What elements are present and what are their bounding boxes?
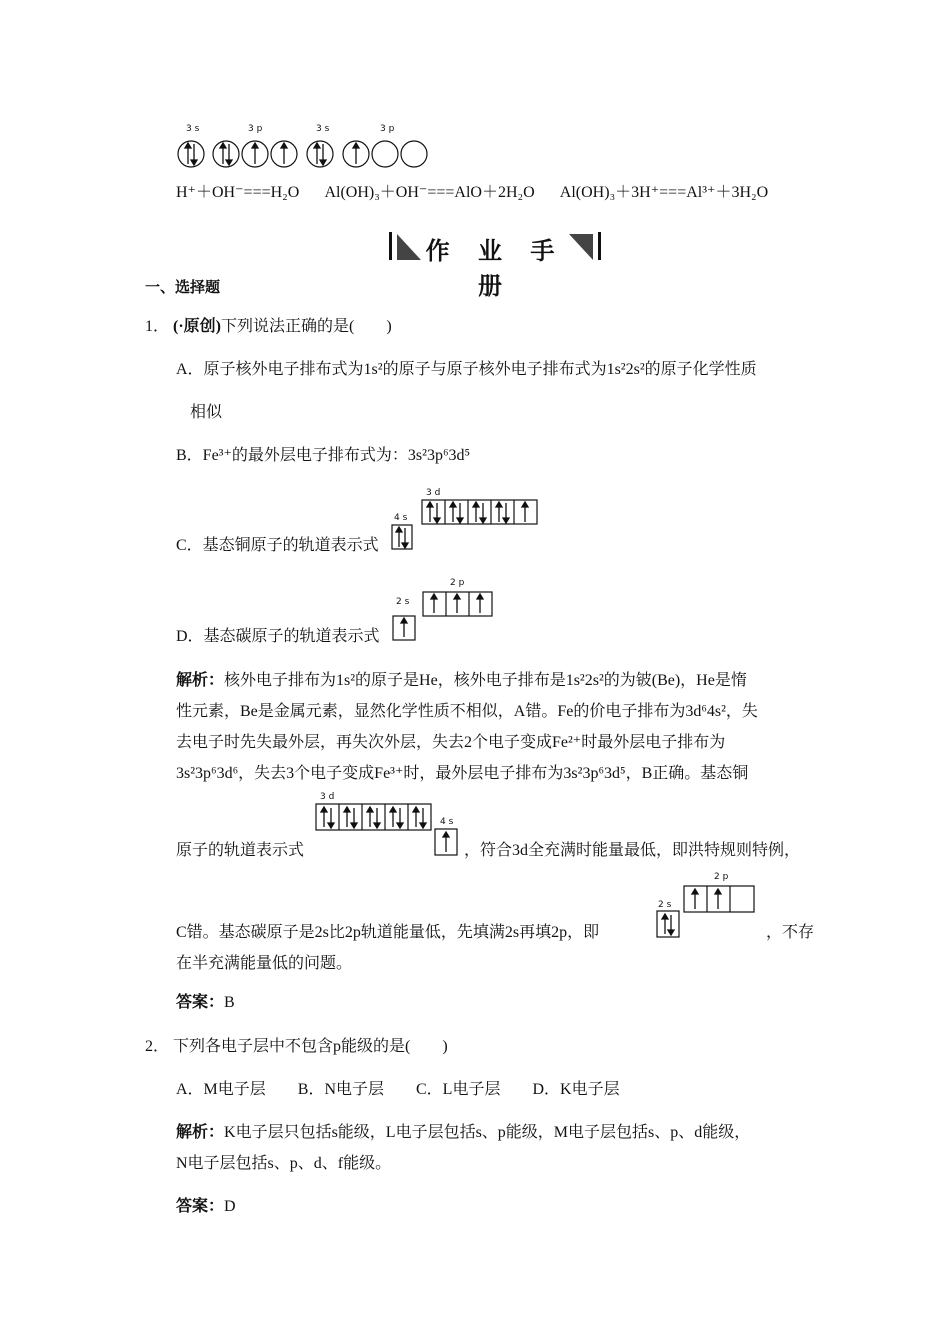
orbital-label: 2 p — [714, 872, 729, 882]
option-c: C．基态铜原子的轨道表示式 — [176, 537, 379, 554]
top-orbital-diagram — [176, 124, 436, 170]
orbital-label: 2 s — [658, 900, 672, 910]
orbital-label: 3 s — [186, 124, 200, 134]
question-text: 下列各电子层中不包含p能级的是( ) — [173, 1038, 448, 1055]
orbital-label: 4 s — [440, 817, 454, 827]
question-text: 下列说法正确的是( ) — [221, 318, 392, 335]
orbital-label: 2 p — [450, 578, 465, 588]
analysis-text: 在半充满能量低的问题。 — [176, 955, 353, 972]
cu-orbital-diagram — [390, 488, 540, 550]
orbital-label: 3 s — [316, 124, 330, 134]
orbital-label: 3 d — [426, 488, 441, 498]
orbital-label: 2 s — [396, 597, 410, 607]
analysis-text: 去电子时先失最外层，再失次外层，失去2个电子变成Fe²⁺时最外层电子排布为 — [176, 734, 726, 751]
analysis-text: 性元素，Be是金属元素，显然化学性质不相似，A错。Fe的价电子排布为3d⁶4s²，失 — [176, 703, 758, 720]
question-2-options: A．M电子层 B．N电子层 C．L电子层 D．K电子层 — [176, 1081, 620, 1098]
section-title: 作 业 手 册 — [425, 237, 565, 300]
c-orbital-diagram-2 — [652, 872, 762, 938]
orbital-label: 4 s — [394, 513, 408, 523]
orbital-label: 3 p — [380, 124, 395, 134]
answer-value: D — [224, 1198, 236, 1215]
orbital-label: 3 d — [320, 792, 335, 802]
analysis-text: N电子层包括s、p、d、f能级。 — [176, 1155, 392, 1172]
analysis-label: 解析： — [176, 1124, 225, 1141]
analysis-block — [176, 1117, 816, 1179]
orbital-boxes — [390, 578, 500, 642]
equation: Al(OH)₃＋OH⁻===AlO＋2H₂O — [324, 184, 535, 201]
analysis-text: K电子层只包括s能级，L电子层包括s、p能级，M电子层包括s、p、d能级， — [224, 1124, 751, 1141]
question-source: (·原创) — [173, 318, 222, 335]
answer-line — [176, 1196, 236, 1218]
option-b: B．Fe³⁺的最外层电子排布式为：3s²3p⁶3d⁵ — [176, 447, 471, 464]
section-heading: 一、选择题 — [145, 278, 221, 296]
option-a-cont: 相似 — [190, 404, 223, 421]
question-number: 2． — [145, 1038, 170, 1055]
analysis-text: ，符合3d全充满时能量最低，即洪特规则特例， — [464, 842, 801, 859]
option-a: A．原子核外电子排布式为1s²的原子与原子核外电子排布式为1s²2s²的原子化学性质 — [176, 361, 757, 378]
analysis-text: C错。基态碳原子是2s比2p轨道能量低，先填满2s再填2p，即 — [176, 924, 600, 941]
answer-line — [176, 992, 235, 1014]
orbital-boxes — [314, 792, 464, 858]
analysis-text: ，不存 — [766, 924, 815, 941]
equation-line — [176, 182, 768, 204]
question-1-stem — [145, 316, 392, 338]
analysis-text: 3s²3p⁶3d⁶，失去3个电子变成Fe³⁺时，最外层电子排布为3s²3p⁶3d⁵，B正确。基态铜 — [176, 765, 749, 782]
analysis-text: 核外电子排布为1s²的原子是He，核外电子排布是1s²2s²的为铍(Be)，He是惰 — [224, 672, 747, 689]
question-2-stem — [145, 1036, 448, 1058]
orbital-label: 3 p — [248, 124, 263, 134]
analysis-block — [176, 665, 816, 789]
equation: Al(OH)₃＋3H⁺===Al³⁺＋3H₂O — [559, 184, 769, 201]
analysis-label: 解析： — [176, 672, 225, 689]
c-orbital-diagram — [390, 578, 500, 642]
answer-value: B — [224, 994, 235, 1011]
equation: H⁺＋OH⁻===H₂O — [176, 184, 300, 201]
cu-orbital-diagram-2 — [314, 792, 464, 858]
orbital-boxes — [390, 488, 540, 550]
analysis-text: 原子的轨道表示式 — [176, 842, 305, 859]
question-number: 1． — [145, 318, 170, 335]
answer-label: 答案： — [176, 1198, 225, 1215]
answer-label: 答案： — [176, 994, 225, 1011]
section-title-banner — [385, 229, 605, 300]
orbital-boxes — [652, 872, 762, 938]
option-d: D．基态碳原子的轨道表示式 — [176, 628, 380, 645]
orbital-circles — [176, 124, 436, 170]
